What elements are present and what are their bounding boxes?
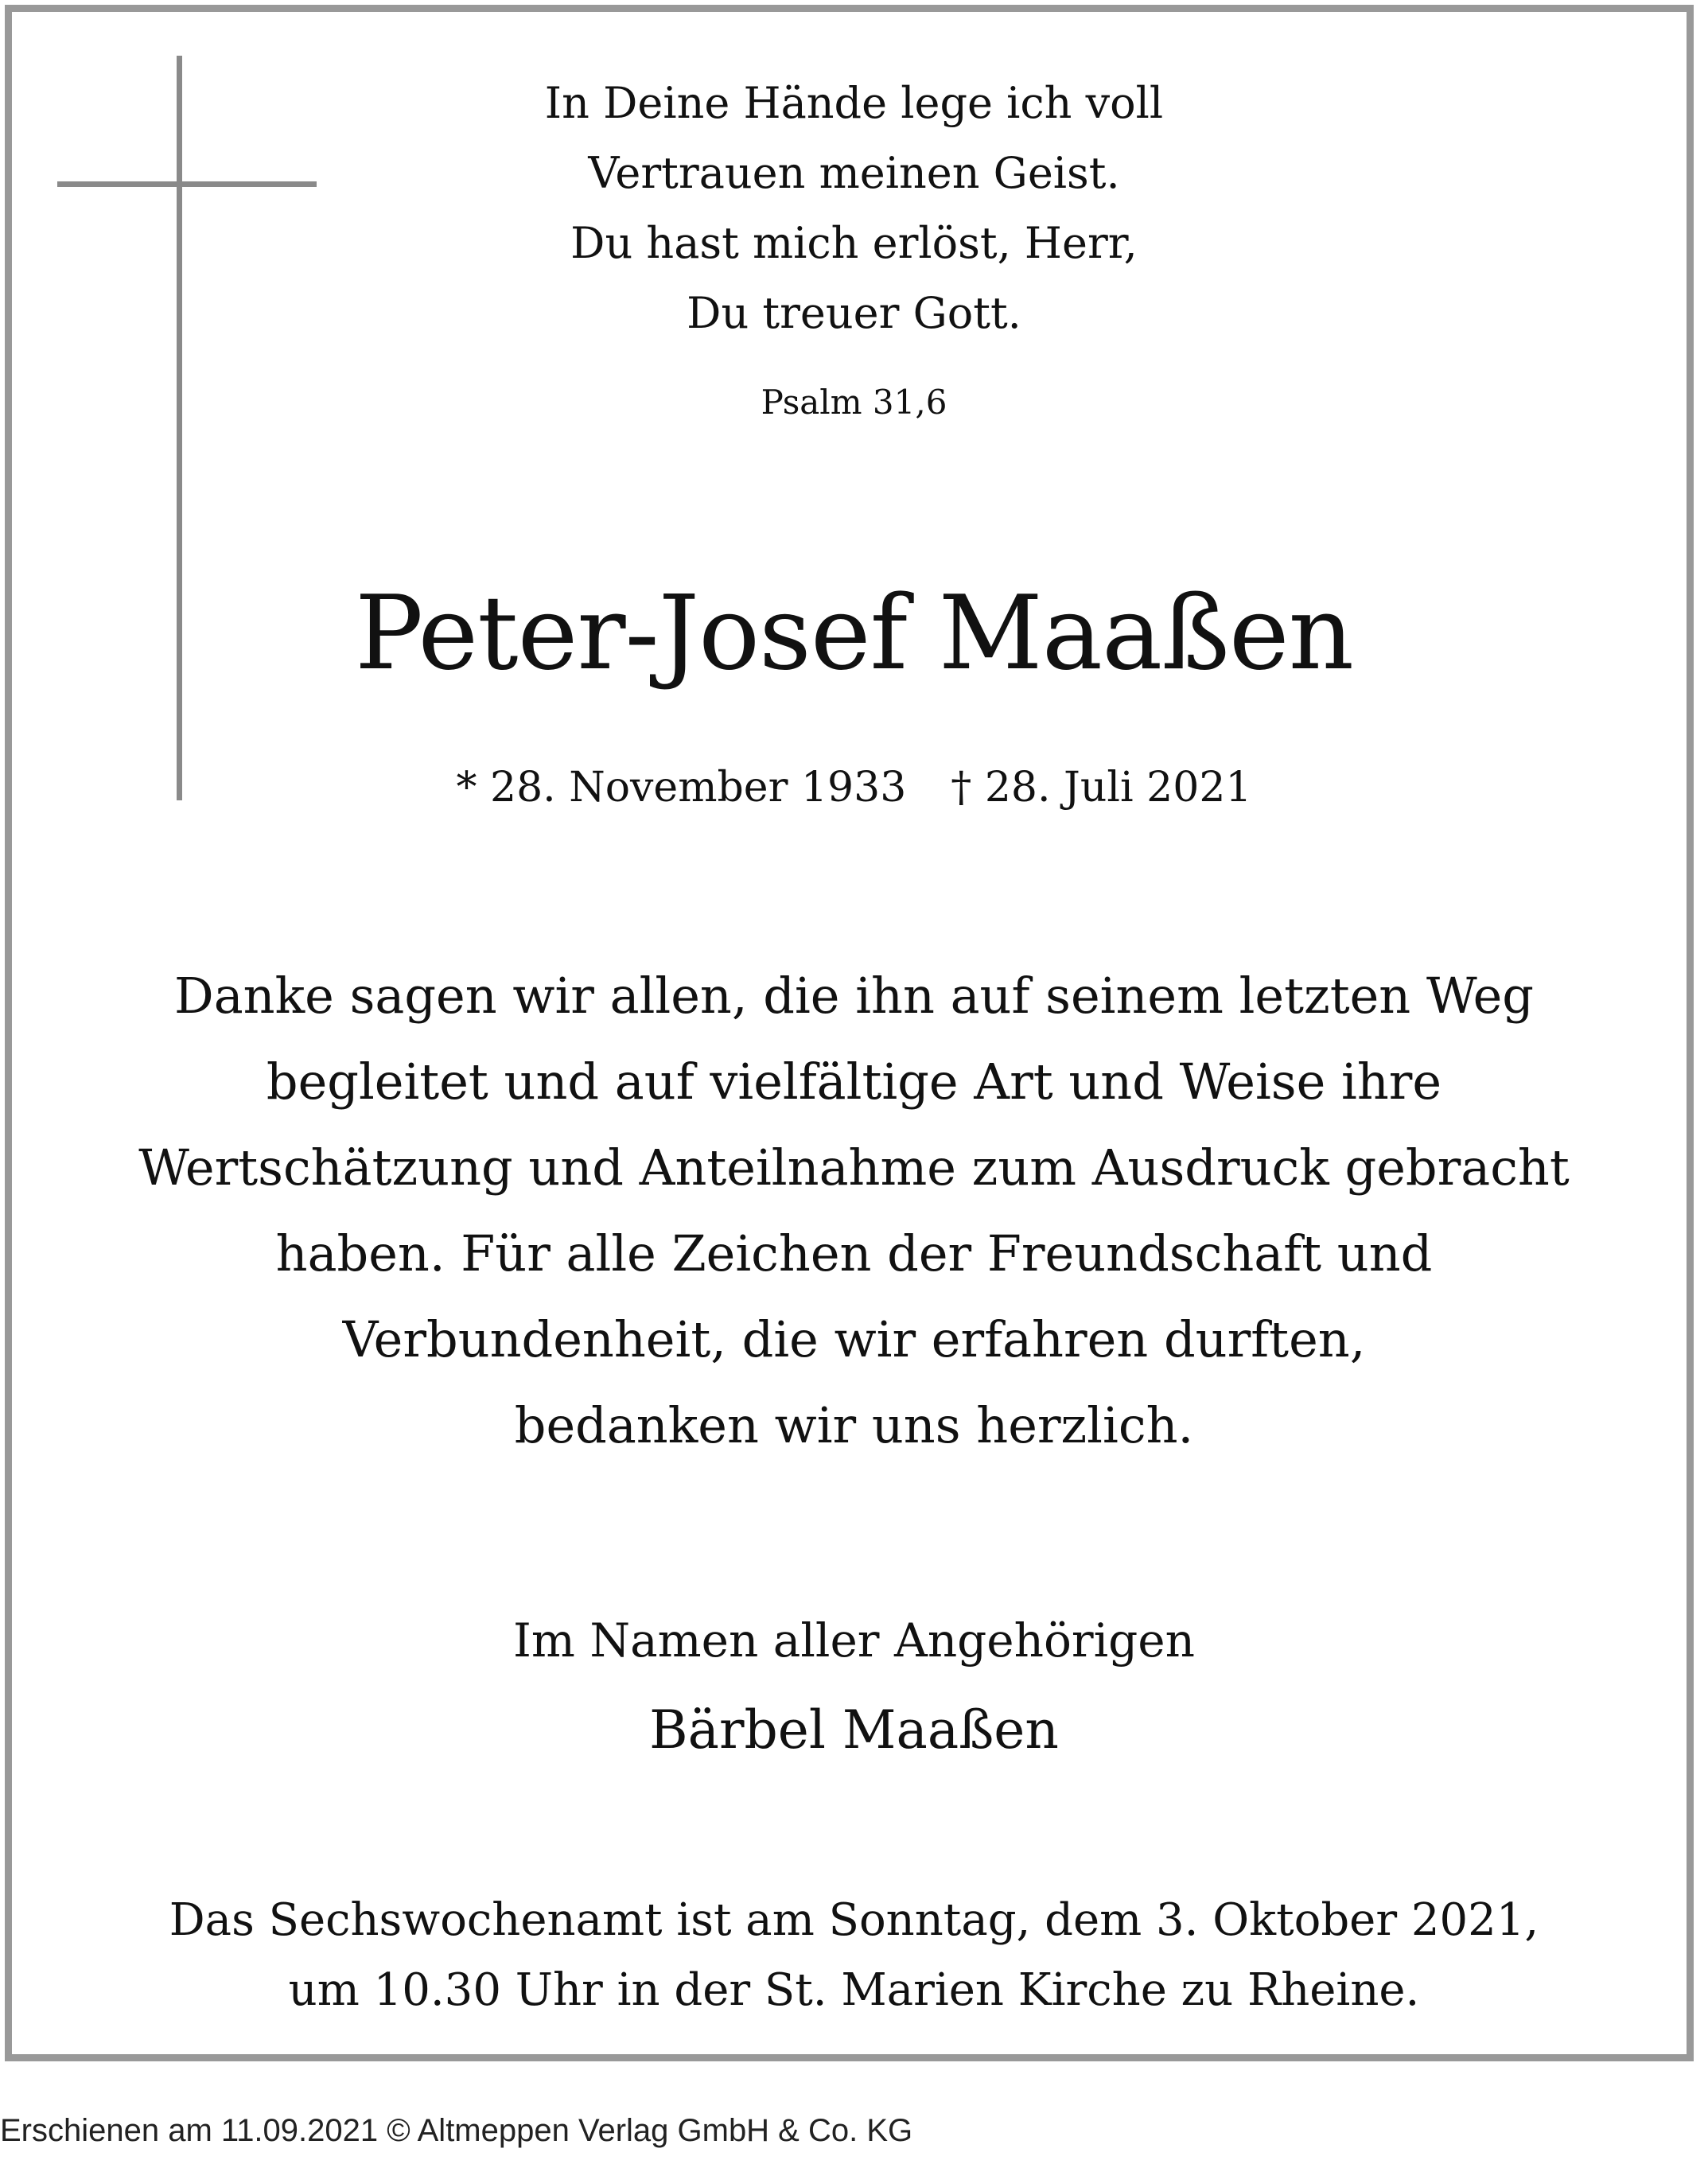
verse-line: Du hast mich erlöst, Herr,	[570, 218, 1138, 268]
signoff-intro: Im Namen aller Angehörigen	[512, 1613, 1195, 1668]
verse-reference: Psalm 31,6	[761, 383, 947, 422]
thanks-text	[0, 953, 1708, 1469]
service-announcement	[0, 1886, 1708, 2026]
deceased-name: Peter-Josef Maaßen	[355, 574, 1353, 693]
service-line: Das Sechswochenamt ist am Sonntag, dem 3. Oktober 2021,	[169, 1894, 1539, 1946]
verse-line: Du treuer Gott.	[687, 288, 1021, 338]
publication-footer: Erschienen am 11.09.2021 © Altmeppen Verlag GmbH & Co. KG	[0, 2113, 913, 2148]
verse-line: Vertrauen meinen Geist.	[588, 148, 1120, 198]
thanks-line: begleitet und auf vielfältige Art und Weise ihre	[266, 1053, 1442, 1111]
death-date: † 28. Juli 2021	[951, 764, 1252, 811]
thanks-line: bedanken wir uns herzlich.	[514, 1396, 1194, 1454]
thanks-line: haben. Für alle Zeichen der Freundschaft und	[275, 1224, 1433, 1282]
thanks-line: Verbundenheit, die wir erfahren durften,	[342, 1310, 1366, 1368]
verse-line: In Deine Hände lege ich voll	[544, 78, 1164, 128]
signoff-name: Bärbel Maaßen	[649, 1699, 1059, 1761]
verse-block	[0, 68, 1708, 348]
birth-date: * 28. November 1933	[456, 764, 907, 811]
service-line: um 10.30 Uhr in der St. Marien Kirche zu Rheine.	[288, 1964, 1420, 2016]
life-dates	[0, 760, 1708, 815]
thanks-line: Wertschätzung und Anteilnahme zum Ausdruck gebracht	[138, 1138, 1570, 1197]
thanks-line: Danke sagen wir allen, die ihn auf seinem letzten Weg	[174, 967, 1534, 1025]
